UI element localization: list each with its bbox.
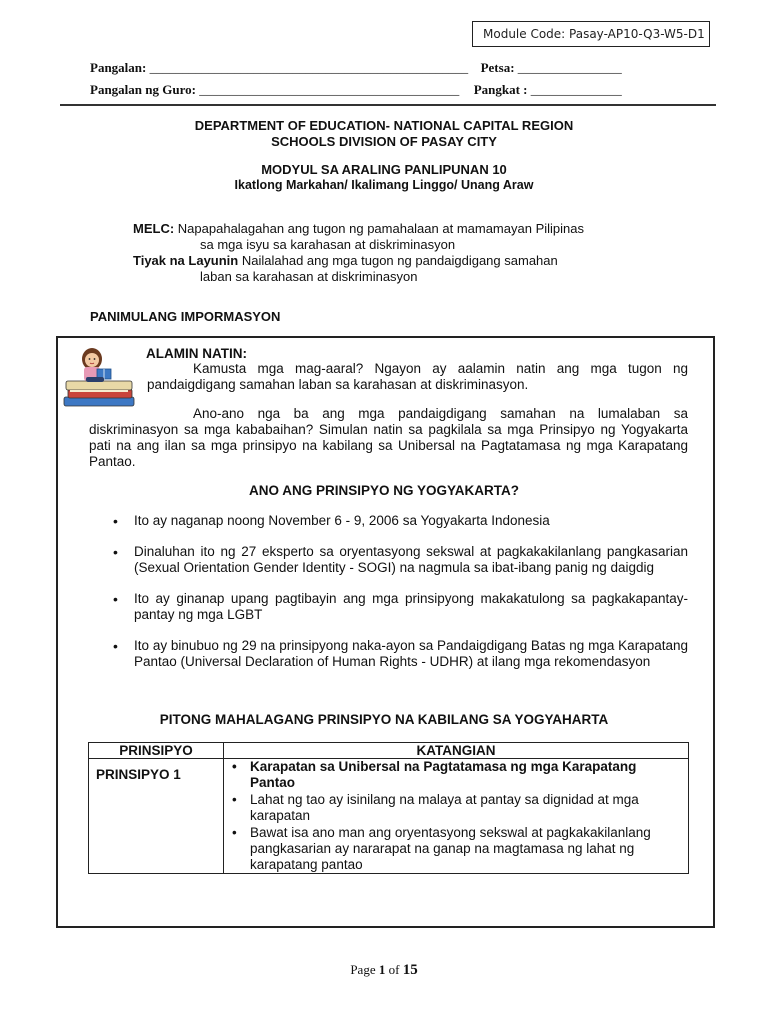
header-divider [60, 104, 716, 106]
fact-item: • Dinaluhan ito ng 27 eksperto sa oryentasyong sekswal at pagkakakilanlang pangkasarian (Sexual Orientation Gender Identity - SOGI) na nagmula sa ibat-ibang panig ng daigdig [110, 544, 688, 576]
pangalan-line[interactable]: _________________________________________________ [149, 60, 469, 75]
column-header-prinsipyo: PRINSIPYO [89, 743, 224, 759]
layunin-label: Tiyak na Layunin [133, 253, 239, 268]
layunin-text-2: laban sa karahasan at diskriminasyon [200, 269, 418, 284]
girl-reading-icon [62, 345, 140, 411]
page-footer [0, 962, 768, 979]
alamin-title: ALAMIN NATIN: [146, 346, 247, 361]
pangkat-line[interactable]: ______________ [530, 82, 622, 97]
katangian-item: • Bawat isa ano man ang oryentasyong sekswal at pagkakakilanlang pangkasarian ay nararapat na ganap na magtamasa ng lahat ng karapatang pantao [224, 825, 668, 873]
fact-item: • Ito ay naganap noong November 6 - 9, 2006 sa Yogyakarta Indonesia [110, 513, 688, 529]
katangian-item: • Lahat ng tao ay isinilang na malaya at pantay sa dignidad at mga karapatan [224, 792, 668, 824]
guro-line[interactable]: ________________________________________ [199, 82, 460, 97]
fact-item: • Ito ay ginanap upang pagtibayin ang mga prinsipyong makakatulong sa pagkakapantay-pantay ng mga LGBT [110, 591, 688, 623]
table-title: PITONG MAHALAGANG PRINSIPYO NA KABILANG SA YOGYAHARTA [159, 712, 609, 727]
section-title: PANIMULANG IMPORMASYON [90, 309, 281, 324]
melc-label: MELC: [133, 221, 175, 236]
modyul-subtitle: Ikatlong Markahan/ Ikalimang Linggo/ Unang Araw [234, 178, 534, 192]
module-code-box: Module Code: Pasay-AP10-Q3-W5-D1 [472, 21, 710, 47]
guro-label: Pangalan ng Guro: [90, 82, 196, 97]
melc-text-2: sa mga isyu sa karahasan at diskriminasyon [200, 237, 456, 252]
footer-total-pages: 15 [402, 962, 418, 978]
katangian-list [224, 759, 668, 873]
department-title: DEPARTMENT OF EDUCATION- NATIONAL CAPITAL REGION [194, 118, 574, 133]
pangalan-label: Pangalan: [90, 60, 147, 75]
footer-page-word: Page [350, 962, 376, 977]
second-paragraph: Ano-ano nga ba ang mga pandaigdigang samahan na lumalaban sa diskriminasyon sa mga kababaihan? Simulan natin sa pagkilala sa mga Prinsipyo ng Yogyakarta pati na ang ilan sa mga prinsipyo na kabilang sa Unibersal na Pagtatamasa ng mga Karapatang Pantao. [89, 406, 688, 469]
footer-of-word: of [388, 962, 400, 977]
pangalan-row [90, 60, 622, 76]
petsa-line[interactable]: ________________ [517, 60, 622, 75]
pangkat-label: Pangkat : [473, 82, 528, 97]
guro-row [90, 82, 622, 98]
katangian-item: • Karapatan sa Unibersal na Pagtatamasa ng mga Karapatang Pantao [224, 759, 668, 791]
melc-text-1: Napapahalagahan ang tugon ng pamahalaan at mamamayan Pilipinas [177, 221, 584, 236]
layunin-text-1: Nailalahad ang mga tugon ng pandaigdigang samahan [241, 253, 558, 268]
footer-page-number: 1 [378, 962, 386, 977]
petsa-label: Petsa: [480, 60, 515, 75]
yogyakarta-facts-list [110, 513, 688, 670]
fact-item: • Ito ay binubuo ng 29 na prinsipyong naka-ayon sa Pandaigdigang Batas ng mga Karapatang Pantao (Universal Declaration of Human Rights - UDHR) at ilang mga rekomendasyon [110, 638, 688, 670]
column-header-katangian: KATANGIAN [224, 743, 689, 759]
division-title: SCHOOLS DIVISION OF PASAY CITY [271, 134, 497, 149]
table-row [89, 759, 689, 874]
principles-table [88, 742, 689, 874]
row-label-prinsipyo-1: PRINSIPYO 1 [89, 759, 224, 874]
table-header-row [89, 743, 689, 759]
row-katangian-cell [224, 759, 689, 874]
modyul-title: MODYUL SA ARALING PANLIPUNAN 10 [261, 162, 507, 177]
melc-block [133, 221, 584, 285]
yogyakarta-question: ANO ANG PRINSIPYO NG YOGYAKARTA? [248, 483, 520, 498]
intro-paragraph: Kamusta mga mag-aaral? Ngayon ay aalamin natin ang mga tugon ng pandaigdigang samahan laban sa karahasan at diskriminasyon. [147, 361, 688, 392]
